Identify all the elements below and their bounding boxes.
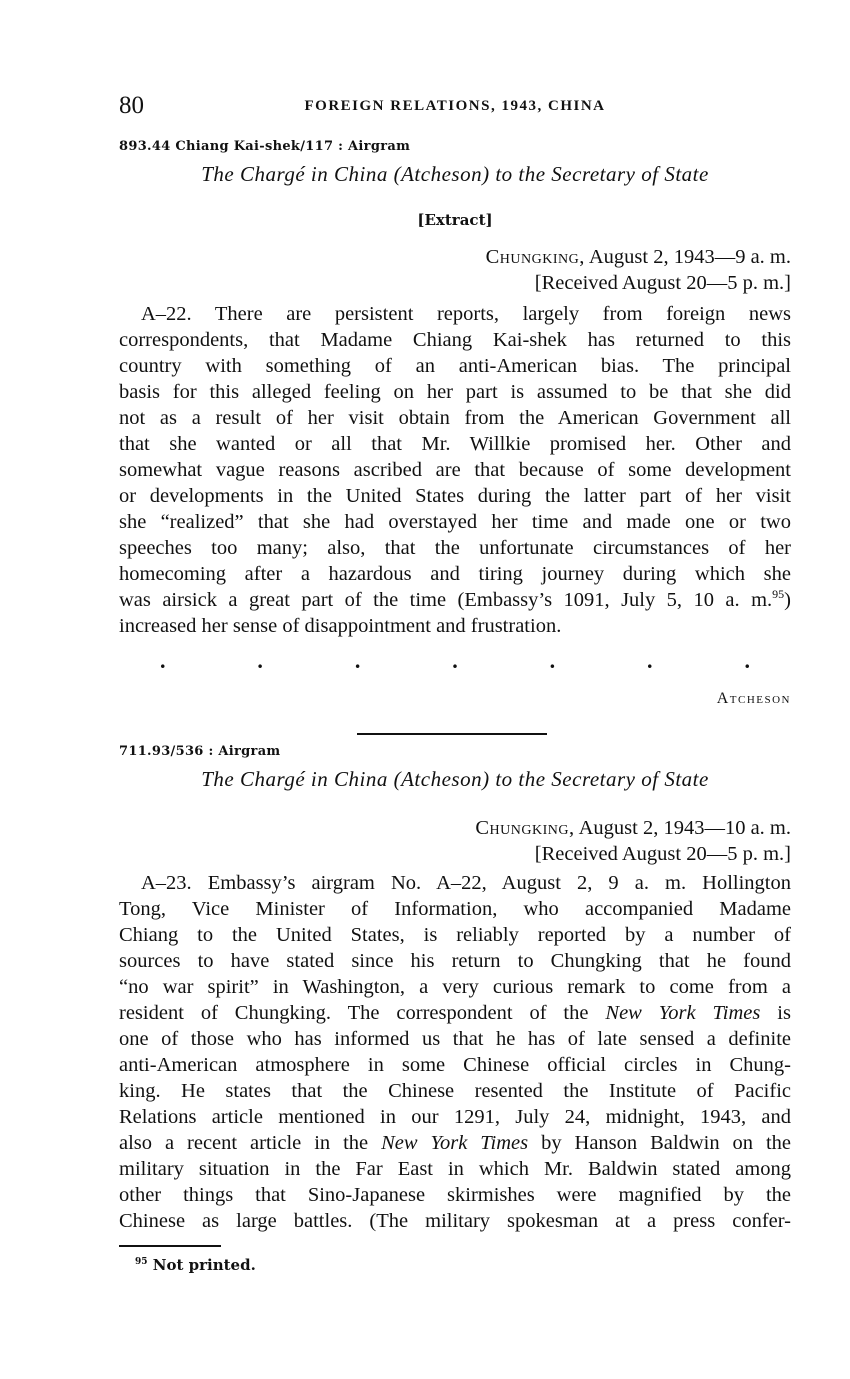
- body-paragraph-2: [119, 870, 791, 1234]
- footnote-text: Not printed.: [152, 1256, 256, 1274]
- footnote-mark: 95: [135, 1257, 148, 1267]
- ellipsis-dot: .: [744, 648, 750, 673]
- ellipsis-dot: .: [452, 648, 458, 673]
- publication-name: New York Times: [381, 1132, 529, 1154]
- text-line: not as a result of her visit obtain from the American Government all: [119, 407, 791, 429]
- title-role: The Chargé in China: [201, 162, 388, 186]
- text-fragment: by Hanson Baldwin on the: [528, 1132, 792, 1154]
- text-line: country with something of an anti-American bias. The principal: [119, 355, 791, 377]
- text-line: Relations article mentioned in our 1291, July 24, midnight, 1943, and: [119, 1106, 791, 1128]
- dateline-date: August 2, 1943—10 a. m.: [578, 817, 791, 839]
- text-fragment: ): [784, 589, 791, 611]
- section-divider: [357, 733, 547, 735]
- text-fragment: resident of Chungking. The correspondent of the: [119, 1002, 606, 1024]
- running-head: FOREIGN RELATIONS, 1943, CHINA: [304, 98, 606, 114]
- text-fragment: is: [760, 1002, 791, 1024]
- title-role: The Chargé in China: [201, 767, 388, 791]
- text-line: homecoming after a hazardous and tiring journey during which she: [119, 563, 791, 585]
- ellipsis-dot: .: [549, 648, 556, 673]
- text-line: “no war spirit” in Washington, a very curious remark to come from a: [119, 976, 791, 998]
- text-line: military situation in the Far East in which Mr. Baldwin stated among: [119, 1158, 791, 1180]
- text-line: other things that Sino-Japanese skirmishes were magnified by the: [119, 1184, 791, 1206]
- file-reference-1: 893.44 Chiang Kai-shek/117 : Airgram: [119, 139, 411, 154]
- title-recipient: to the Secretary of State: [495, 162, 709, 186]
- text-line: king. He states that the Chinese resented the Institute of Pacific: [119, 1080, 791, 1102]
- dateline-date: August 2, 1943—9 a. m.: [588, 246, 791, 268]
- text-line: somewhat vague reasons ascribed are that because of some development: [119, 459, 791, 481]
- dateline-1: [486, 244, 791, 296]
- publication-name: New York Times: [605, 1002, 761, 1024]
- dateline-place: Chungking,: [485, 246, 585, 268]
- text-line: correspondents, that Madame Chiang Kai-shek has returned to this: [119, 329, 791, 351]
- page-number: 80: [119, 92, 144, 119]
- title-person: (Atcheson): [393, 162, 490, 186]
- footnote: [135, 1256, 256, 1274]
- text-line: [119, 1130, 791, 1156]
- text-line: Chinese as large battles. (The military spokesman at a press confer-: [119, 1210, 791, 1232]
- text-line: sources to have stated since his return to Chungking that he found: [119, 950, 791, 972]
- signature-1: Atcheson: [716, 690, 791, 707]
- ellipsis-dot: .: [647, 648, 653, 673]
- document-title-2: [119, 767, 791, 792]
- file-reference-2: 711.93/536 : Airgram: [119, 744, 281, 759]
- body-paragraph-1: [119, 301, 791, 639]
- footnote-reference: 95: [772, 587, 785, 602]
- text-line: that she wanted or all that Mr. Willkie promised her. Other and: [119, 433, 791, 455]
- extract-label: [Extract]: [417, 211, 493, 229]
- dateline-2: [475, 815, 791, 867]
- ellipsis-dot: .: [257, 648, 263, 673]
- dateline-place: Chungking,: [475, 817, 575, 839]
- text-line: speeches too many; also, that the unfortunate circumstances of her: [119, 537, 791, 559]
- text-line: Tong, Vice Minister of Information, who accompanied Madame: [119, 898, 791, 920]
- ellipsis-dot: .: [354, 648, 361, 673]
- text-line: or developments in the United States during the latter part of her visit: [119, 485, 791, 507]
- title-person: (Atcheson): [393, 767, 490, 791]
- text-line: she “realized” that she had overstayed her time and made one or two: [119, 511, 791, 533]
- text-fragment: also a recent article in the: [119, 1132, 382, 1154]
- page-header: [119, 92, 791, 122]
- text-line: one of those who has informed us that he has of late sensed a definite: [119, 1028, 791, 1050]
- received-line: [Received August 20—5 p. m.]: [534, 843, 791, 865]
- text-line: anti-American atmosphere in some Chinese official circles in Chung-: [119, 1054, 791, 1076]
- text-line: increased her sense of disappointment and frustration.: [119, 615, 562, 637]
- text-line: A–22. There are persistent reports, largely from foreign news: [141, 303, 791, 325]
- ellipsis-dot: .: [160, 648, 166, 673]
- text-line: [119, 587, 791, 613]
- received-line: [Received August 20—5 p. m.]: [534, 272, 791, 294]
- title-recipient: to the Secretary of State: [495, 767, 709, 791]
- text-line: A–23. Embassy’s airgram No. A–22, August 2, 9 a. m. Hollington: [141, 872, 791, 894]
- document-title-1: [119, 162, 791, 187]
- text-line: [119, 1000, 791, 1026]
- text-line: basis for this alleged feeling on her part is assumed to be that she did: [119, 381, 791, 403]
- footnote-rule: [119, 1245, 221, 1247]
- text-line: Chiang to the United States, is reliably reported by a number of: [119, 924, 791, 946]
- omission-dots: [160, 648, 750, 673]
- text-fragment: was airsick a great part of the time (Embassy’s 1091, July 5, 10 a. m.: [119, 589, 773, 611]
